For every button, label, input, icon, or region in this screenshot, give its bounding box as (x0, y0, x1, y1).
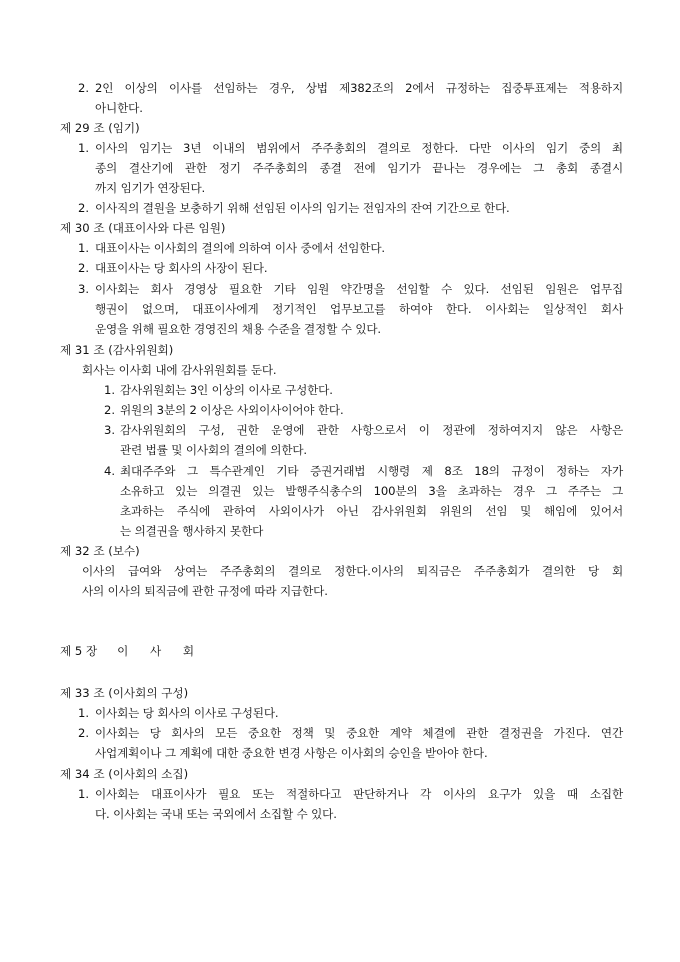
chapter-title: 이 사 회 (117, 644, 204, 658)
clause-line: 대표이사는 당 회사의 사장이 된다. (95, 261, 268, 275)
clause-line: 까지 임기가 연장된다. (95, 181, 206, 195)
clause-line: 관련 법률 및 이사회의 결의에 의한다. (120, 443, 307, 457)
clause-line: 이사의 임기는 3년 이내의 범위에서 주주총회의 결의로 정한다. 다만 이사의 임기 중의 최 (95, 141, 623, 155)
clause-line: 감사위원회의 구성, 권한 운영에 관한 사항으로서 이 정관에 정하여지지 않은 사항은 (120, 423, 623, 437)
item-number: 3. (78, 282, 90, 296)
clause-line: 이사회는 당 회사의 모든 중요한 정책 및 중요한 계약 체결에 관한 결정권을 가진다. 연간 (95, 726, 623, 740)
article-heading: 제 33 조 (이사회의 구성) (60, 686, 189, 700)
clause-line: 는 의결권을 행사하지 못한다 (120, 524, 264, 538)
clause-line: 이사회는 회사 경영상 필요한 기타 임원 약간명을 선임할 수 있다. 선임된 임원은 업무집 (95, 282, 623, 296)
item-number: 1. (78, 787, 90, 801)
clause-line: 아니한다. (95, 101, 143, 115)
clause-line: 소유하고 있는 의결권 있는 발행주식총수의 100분의 3을 초과하는 경우 그 주주는 그 (120, 484, 623, 498)
article-heading: 제 29 조 (임기) (60, 121, 140, 135)
clause-line: 최대주주와 그 특수관계인 기타 증권거래법 시행령 제 8조 18의 규정이 정하는 자가 (120, 464, 623, 478)
clause-line: 사업계획이나 그 계획에 대한 중요한 변경 사항은 이사회의 승인을 받아야 한다. (95, 746, 488, 760)
item-number: 2. (104, 403, 116, 417)
clause-line: 회사는 이사회 내에 감사위원회를 둔다. (82, 363, 277, 377)
item-number: 4. (104, 464, 116, 478)
item-number: 3. (104, 423, 116, 437)
item-number: 2. (78, 201, 90, 215)
item-number: 2. (78, 261, 90, 275)
clause-line: 종의 결산기에 관한 정기 주주총회의 종결 전에 임기가 끝나는 경우에는 그 총회 종결시 (95, 161, 623, 175)
chapter-number: 제 5 장 (60, 644, 98, 658)
clause-line: 감사위원회는 3인 이상의 이사로 구성한다. (120, 383, 333, 397)
item-number: 2. (78, 726, 90, 740)
chapter-heading (60, 641, 203, 661)
clause-line: 다. 이사회는 국내 또는 국외에서 소집할 수 있다. (95, 807, 337, 821)
clause-line: 이사회는 당 회사의 이사로 구성된다. (95, 706, 279, 720)
clause-line: 위원의 3분의 2 이상은 사외이사이어야 한다. (120, 403, 344, 417)
clause-line: 초과하는 주식에 관하여 사외이사가 아닌 감사위원회 위원의 선임 및 해임에 있어서 (120, 504, 623, 518)
article-heading: 제 32 조 (보수) (60, 544, 140, 558)
item-number: 1. (78, 141, 90, 155)
item-number: 2. (78, 81, 90, 95)
item-number: 1. (104, 383, 116, 397)
clause-line: 2인 이상의 이사를 선임하는 경우, 상법 제382조의 2에서 규정하는 집중투표제는 적용하지 (95, 81, 623, 95)
clause-line: 이사회는 대표이사가 필요 또는 적절하다고 판단하거나 각 이사의 요구가 있을 때 소집한 (95, 787, 623, 801)
item-number: 1. (78, 706, 90, 720)
item-number: 1. (78, 241, 90, 255)
clause-line: 이사의 급여와 상여는 주주총회의 결의로 정한다.이사의 퇴직금은 주주총회가 결의한 당 회 (82, 564, 623, 578)
clause-line: 운영을 위해 필요한 경영진의 채용 수준을 결정할 수 있다. (95, 322, 381, 336)
clause-line: 행권이 없으며, 대표이사에게 정기적인 업무보고를 하여야 한다. 이사회는 일상적인 회사 (95, 302, 623, 316)
clause-line: 사의 이사의 퇴직금에 관한 규정에 따라 지급한다. (82, 584, 328, 598)
article-heading: 제 30 조 (대표이사와 다른 임원) (60, 221, 226, 235)
article-heading: 제 31 조 (감사위원회) (60, 343, 174, 357)
clause-line: 이사직의 결원을 보충하기 위해 선임된 이사의 임기는 전임자의 잔여 기간으로 한다. (95, 201, 510, 215)
clause-line: 대표이사는 이사회의 결의에 의하여 이사 중에서 선임한다. (95, 241, 385, 255)
article-heading: 제 34 조 (이사회의 소집) (60, 767, 189, 781)
